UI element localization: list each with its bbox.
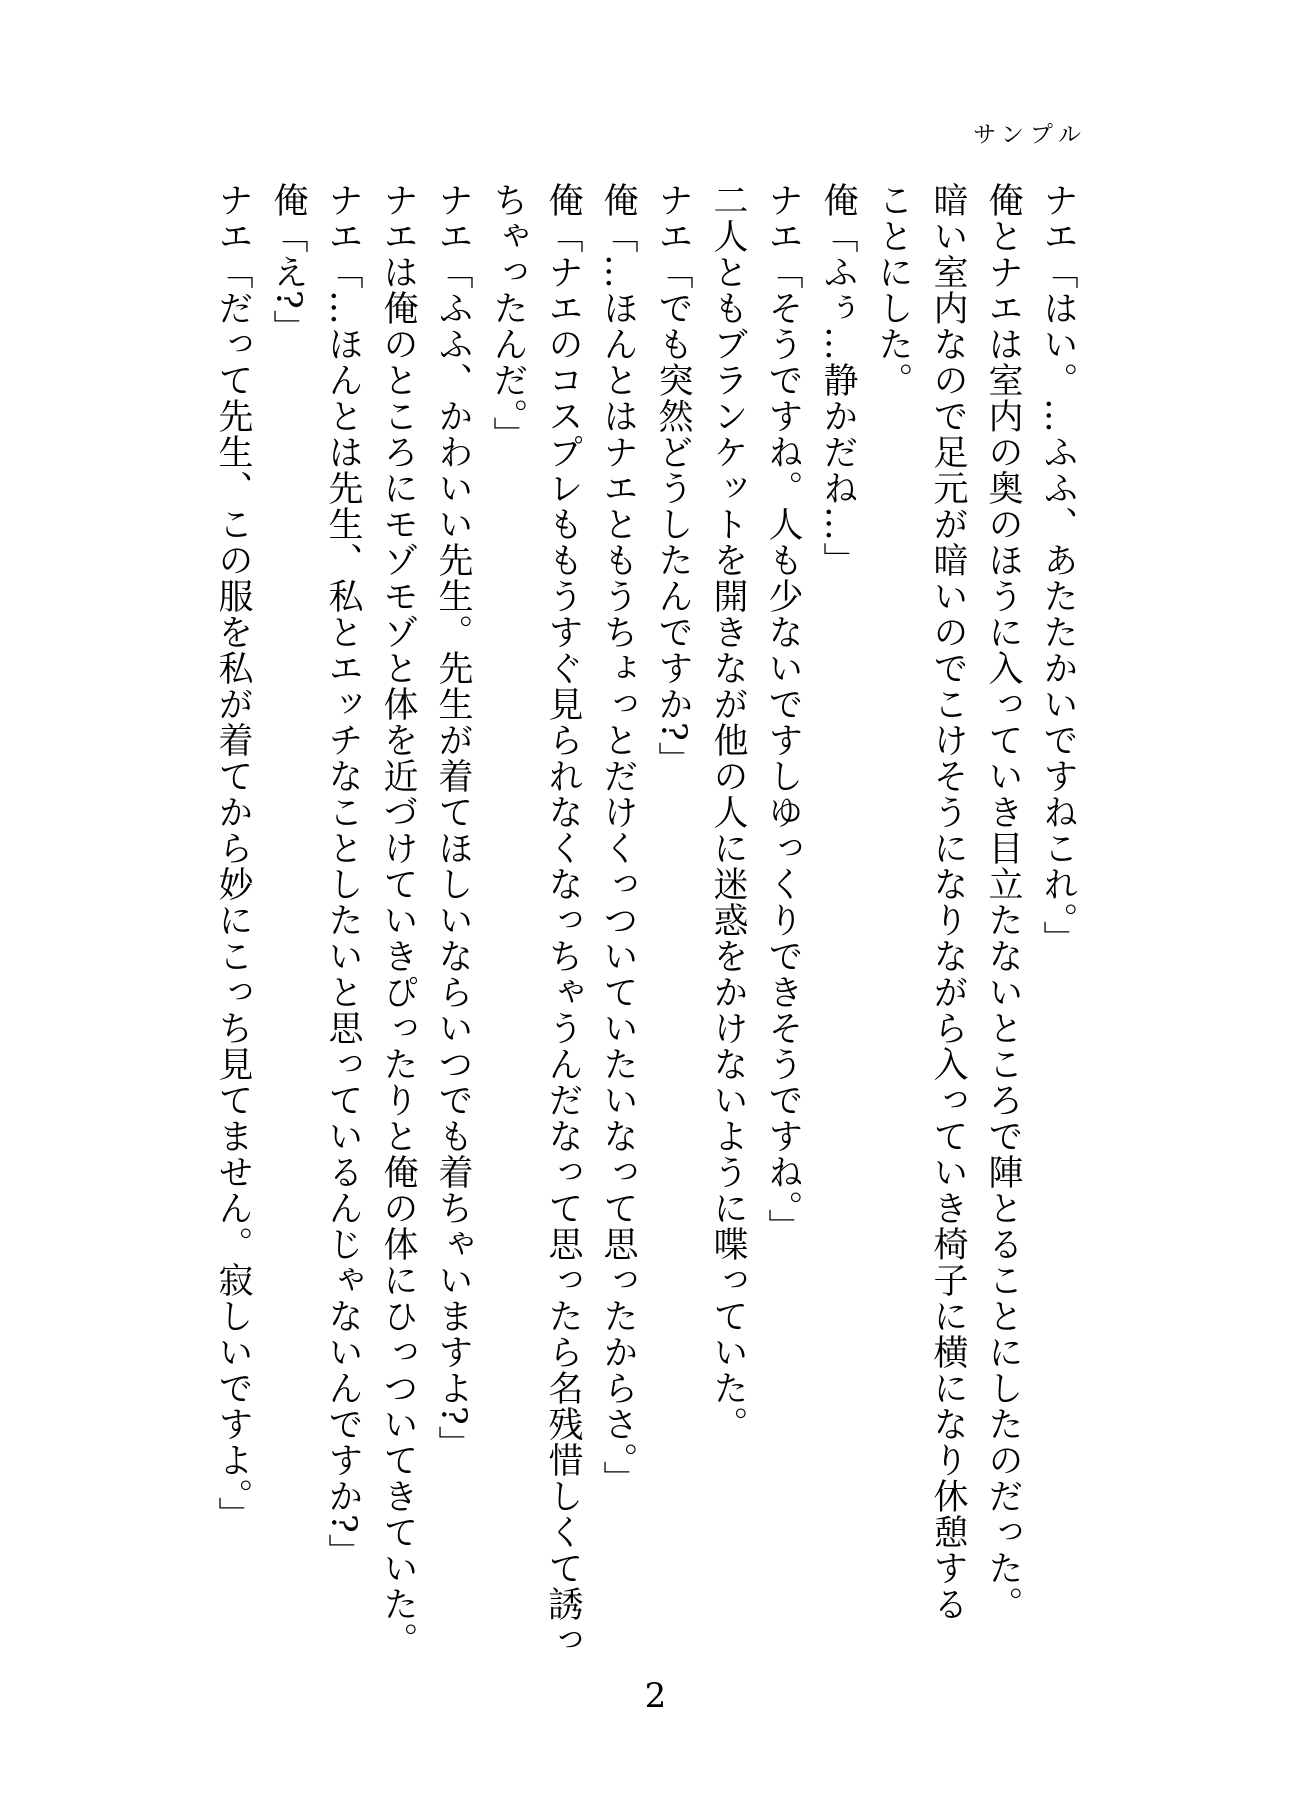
text-column-10: 俺「ナエのコスプレももうすぐ見られなくなっちゃうんだなって思ったら名残惜しくて誘っ	[543, 182, 583, 1658]
text-column-8: ナエ「でも突然どうしたんですか?」	[653, 182, 693, 778]
text-column-1: ナエ「はい。…ふふ、あたたかいですねこれ。」	[1038, 182, 1078, 957]
text-column-12: ナエ「ふふ、かわいい先生。先生が着てほしいならいつでも着ちゃいますよ?」	[433, 182, 473, 1462]
text-column-15: 俺「え?」	[268, 182, 308, 346]
text-column-14: ナエ「…ほんとは先生、私とエッチなことしたいと思っているんじゃないんですか?」	[323, 182, 363, 1570]
text-column-13: ナエは俺のところにモゾモゾと体を近づけていきぴったりと俺の体にひっついてきていた。	[378, 182, 418, 1658]
vertical-text-block	[205, 182, 1085, 1658]
sample-watermark-label: サンプル	[973, 122, 1087, 148]
text-column-3: 暗い室内なので足元が暗いのでこけそうになりながら入っていき椅子に横になり休憩する	[928, 182, 968, 1622]
text-column-5: 俺「ふぅ…静かだね…」	[818, 182, 858, 578]
text-column-6: ナエ「そうですね。人も少ないですしゆっくりできそうですね。」	[763, 182, 803, 1245]
text-column-9: 俺「…ほんとはナエともうちょっとだけくっついていたいなって思ったからさ。」	[598, 182, 638, 1497]
text-column-2: 俺とナエは室内の奥のほうに入っていき目立たないところで陣とることにしたのだった。	[983, 182, 1023, 1622]
text-column-16: ナエ「だって先生、この服を私が着てから妙にこっち見てません。寂しいですよ。」	[213, 182, 253, 1533]
text-column-7: 二人ともブランケットを開きなが他の人に迷惑をかけないように喋っていた。	[708, 182, 748, 1442]
page-number: 2	[644, 1676, 667, 1716]
text-column-4: ことにした。	[873, 182, 913, 398]
text-column-11: ちゃったんだ。」	[488, 182, 528, 453]
